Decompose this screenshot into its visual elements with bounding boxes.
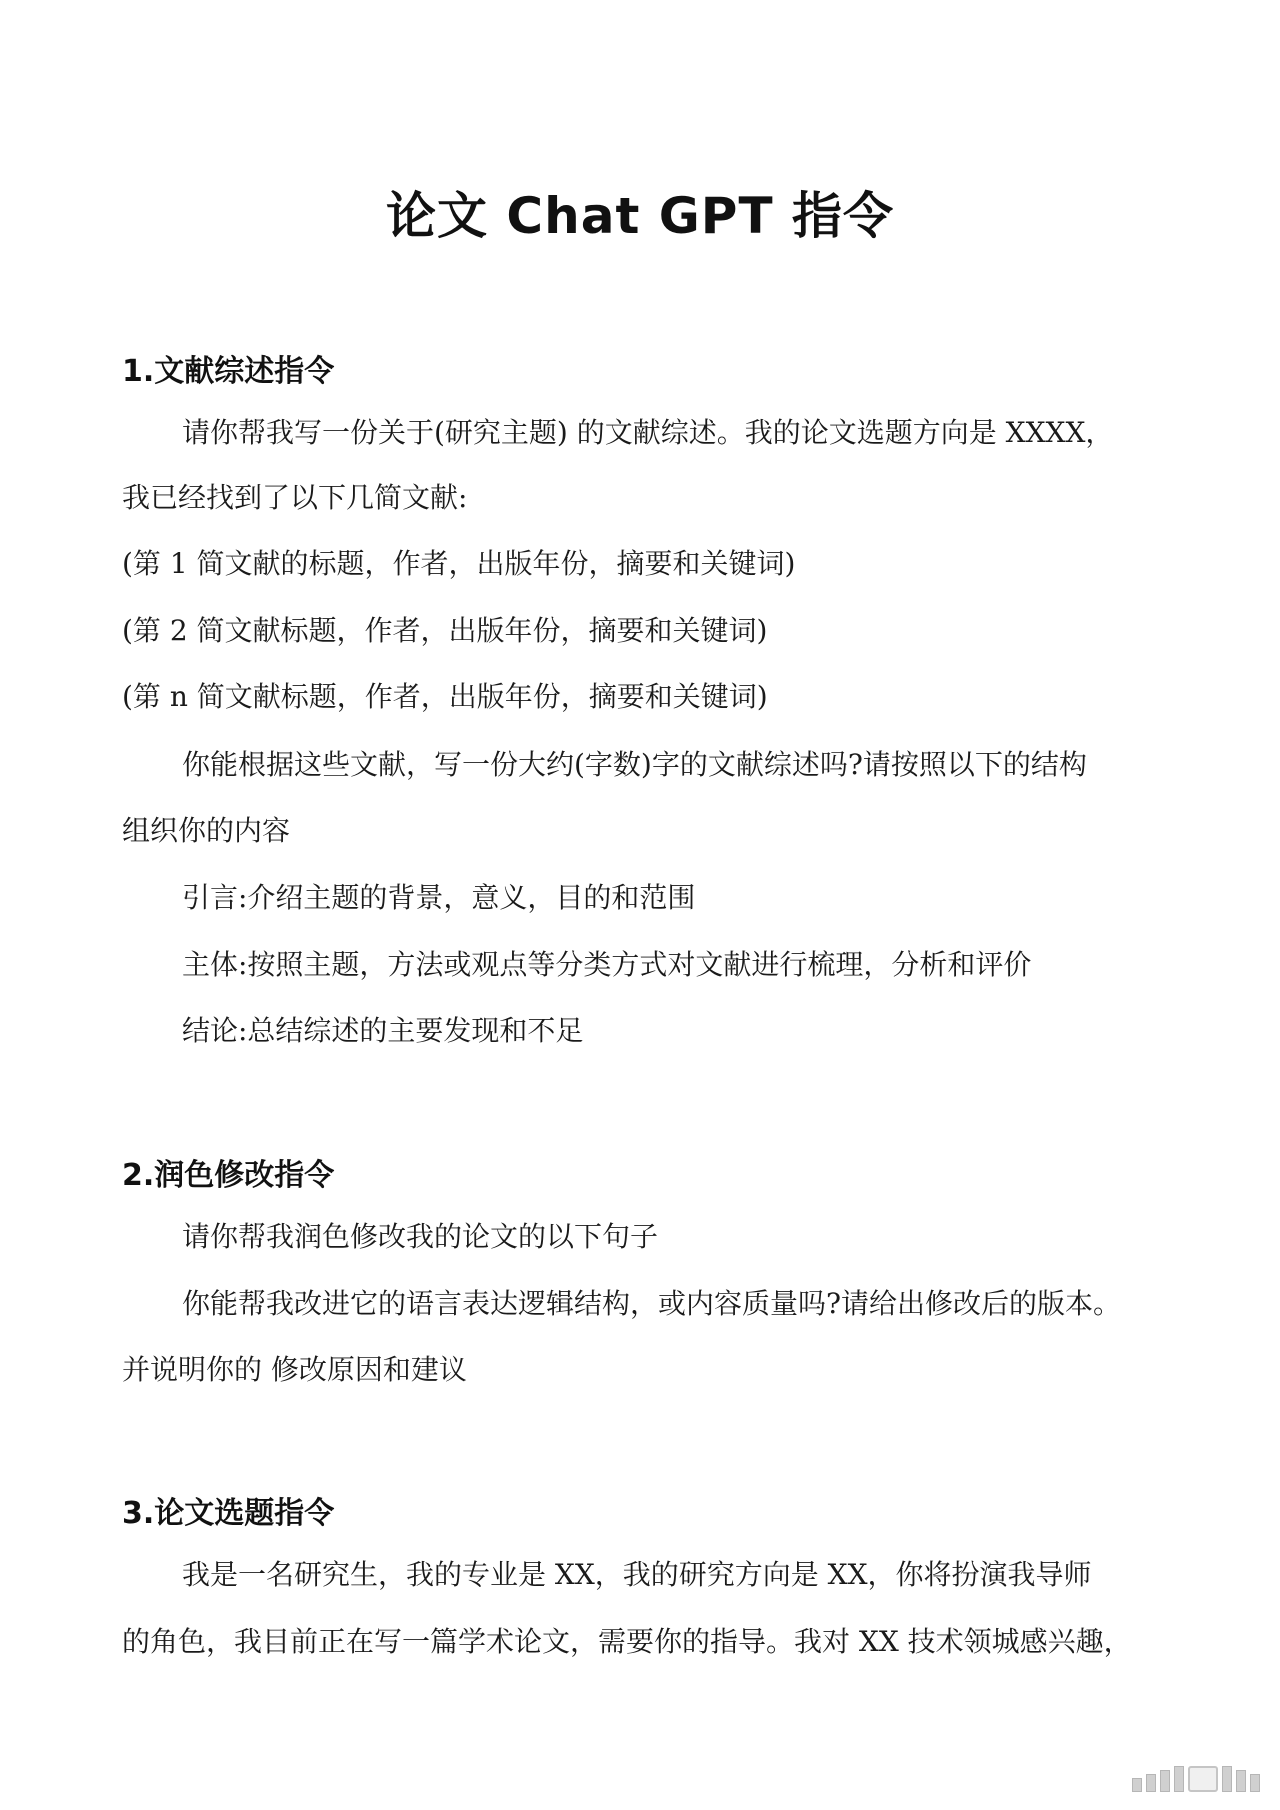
paragraph-line: (第 1 简文献的标题，作者，出版年份，摘要和关键词) xyxy=(122,547,796,580)
paragraph-line: 引言:介绍主题的背景，意义，目的和范围 xyxy=(182,881,696,914)
paragraph-line: 组织你的内容 xyxy=(122,814,291,847)
section-heading-polish-revision: 2.润色修改指令 xyxy=(122,1158,335,1193)
section-heading-literature-review: 1.文献综述指令 xyxy=(122,354,335,389)
paragraph-line: 请你帮我写一份关于(研究主题) 的文献综述。我的论文选题方向是 XXXX， xyxy=(182,416,1114,449)
paragraph-line: 我已经找到了以下几简文献: xyxy=(122,481,468,514)
paragraph-line: 并说明你的 修改原因和建议 xyxy=(122,1353,467,1386)
watermark-bar xyxy=(1222,1766,1232,1792)
section-heading-topic-selection: 3.论文选题指令 xyxy=(122,1496,335,1531)
paragraph-line: 请你帮我润色修改我的论文的以下句子 xyxy=(182,1220,659,1253)
paragraph-line: 结论:总结综述的主要发现和不足 xyxy=(182,1014,584,1047)
paragraph-line: (第 2 简文献标题，作者，出版年份，摘要和关键词) xyxy=(122,614,768,647)
watermark-bar xyxy=(1250,1774,1260,1792)
document-title: 论文 Chat GPT 指令 xyxy=(386,187,894,245)
watermark-box xyxy=(1188,1766,1218,1792)
paragraph-line: 的角色，我目前正在写一篇学术论文，需要你的指导。我对 XX 技术领城感兴趣， xyxy=(122,1625,1132,1658)
paragraph-line: 你能帮我改进它的语言表达逻辑结构，或内容质量吗?请给出修改后的版本。 xyxy=(182,1287,1122,1320)
watermark-bar xyxy=(1132,1778,1142,1792)
signal-bars-watermark-icon xyxy=(1132,1766,1260,1792)
paragraph-line: 主体:按照主题，方法或观点等分类方式对文献进行梳理，分析和评价 xyxy=(182,948,1032,981)
watermark-bar xyxy=(1160,1770,1170,1792)
watermark-bar xyxy=(1146,1774,1156,1792)
watermark-bar xyxy=(1236,1770,1246,1792)
paragraph-line: 你能根据这些文献，写一份大约(字数)字的文献综述吗?请按照以下的结构 xyxy=(182,748,1087,781)
paragraph-line: 我是一名研究生，我的专业是 XX，我的研究方向是 XX，你将扮演我导师 xyxy=(182,1558,1092,1591)
paragraph-line: (第 n 简文献标题，作者，出版年份，摘要和关键词) xyxy=(122,680,768,713)
watermark-bar xyxy=(1174,1766,1184,1792)
